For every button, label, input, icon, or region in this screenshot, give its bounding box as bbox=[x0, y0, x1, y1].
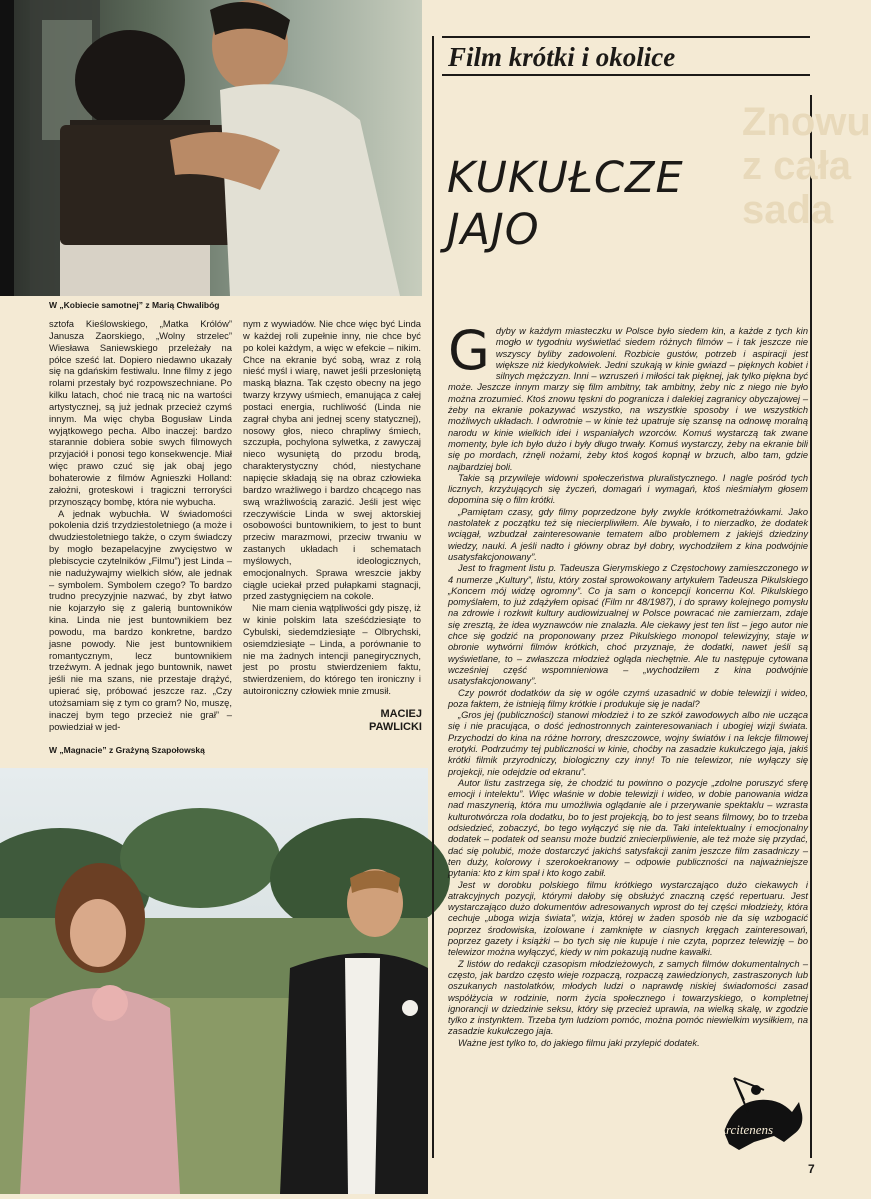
caption-top: W „Kobiecie samotnej” z Marią Chwalibóg bbox=[49, 300, 220, 310]
headline-line-1: KUKUŁCZE bbox=[447, 153, 684, 203]
author-signature bbox=[330, 708, 422, 734]
article-paragraph: Gdyby w każdym miasteczku w Polsce było siedem kin, a każde z tych kin mogło w tygodniu wyświetlać siedem różnych filmów – i tak jeszcze nie wszyscy byliby zadowoleni. Rozbicie gustów, potrzeb i aspiracji jest większe niż kiedykolwiek. Jedni szukają w kinie gwiazd – pięknych kobiet i silnych mężczyzn. Inni – wzruszeń i miłości tak pięknej, jak tylko piękna być może. Jeszcze innym marzy się film ambitny, tak ambitny, żeby nic z niego nie było można zrozumieć. Ktoś znowu tęskni do pogranicza i dalekiej zagranicy obyczajowej – żeby na ekranie pokazywać wszystko, na wszystkie sposoby i we wszystkich możliwych układach. I odwrotnie – w kinie też upatruje się szansę na odnowę moralną narodu w kinie wielkich idei i wspaniałych wzorców. Komuś wystarczą tak zwane momenty, byle ich było dużo i były długo trwały. Komuś wystarczy, żeby na ekranie bili się po mordach, rżnęli nożami, żeby ktoś kogoś kopnął w brzuch, albo tam, gdzie najbardziej boli. bbox=[448, 319, 808, 472]
photo-magnat bbox=[0, 768, 428, 1194]
frame-left-rule bbox=[432, 36, 434, 1158]
left-col1-p1: sztofa Kieślowskiego, „Matka Królów” Janusza Zaorskiego, „Wolny strzelec” Wiesława Saniewskiego przeleżały na półce sześć lat. Dopiero niedawno ukazały się na gdańskim festiwalu. Inne filmy z jego rolami przestały być rozpowszechniane. Po kilku latach, choć nie tracą nic na wartości artystycznej, są już jednak przecież czymś innym. Ma więc chyba Bogusław Linda wyjątkowego pecha. Albo inaczej: bardzo starannie dobiera sobie swych filmowych przyjaciół i ponosi tego konsekwencje. Miał więc prawo czuć się jak obaj jego bohaterowie z filmów Agnieszki Holland: założni, groteskowi i tragiczni terroryści przynoszący bombę, która nie wybucha. bbox=[49, 318, 232, 507]
left-col2-p2: Nie mam cienia wątpliwości gdy piszę, iż w kinie polskim lata sześćdziesiąte to Cybulski, siedemdziesiąte – Olbrychski, osiemdziesiąte – Linda, a porównanie to nie ma żadnych intencji panegirycznych, jest po prostu stwierdzeniem faktu, stwierdzeniem, do którego ten ironiczny i autoironiczny człowiek mnie zmusił. bbox=[243, 602, 421, 697]
article-paragraph: Jest to fragment listu p. Tadeusza Gierymskiego z Częstochowy zamieszczonego w 4 numerze „Kultury”, listu, który został sprowokowany artykułem Tadeusza Pikulskiego „Koncern mój widzę ogromny”. Co ja sam o koncepcji koncernu Kol. Pikulskiego pomyślałem, to już zdążyłem opisać (Film nr 48/1987), i do sprawy kolejnego pomysłu na zdrowie i rozkwit kultury audiowizualnej w Polsce powracać nie zamierzam, zdaje się zresztą, że idea wyznawców nie znalazła. Ale ciekawy jest ten list – jego autor nie chce się godzić na proponowany przez Pikulskiego monopol telewizyjny, staje w obronie wytwórni filmów krótkich, choć przyznaje, że dodatki, nawet jeśli są wyświetlane, to – zwłaszcza młodzież ogląda niechętnie. Ale tu następuje cytowana wcześniej część wspomnieniowa – „wychodziłem z kina podwójnie usatysfakcjonowany”. bbox=[448, 563, 808, 687]
author-last-name: PAWLICKI bbox=[369, 721, 422, 733]
article-paragraph: Takie są przywileje widowni społeczeństwa pluralistycznego. I nagle pośród tych licznych, krzyżujących się życzeń, domagań i wymagań, ktoś nieśmiałym głosem dopomina się o film krótki. bbox=[448, 472, 808, 506]
article-paragraph: Z listów do redakcji czasopism młodzieżowych, z samych filmów dokumentalnych – często, jak bardzo często wieje rozpaczą, rozpaczą zawiedzionych, zastraszonych lub oszukanych nastolatków, młodych ludzi o naprawdę niskiej świadomości zasad współżycia w rodzinie, norm życia społecznego i towarzyskiego, o kompletnej ignorancji w dziedzinie seksu, który się przecież uprawia, na wielką skalę, w zgodzie tylko z instynktem. Trzeba tym ludziom pomóc, można pomóc niewielkim wysiłkiem, na zasadzie kukułczego jaja. bbox=[448, 958, 808, 1037]
article-headline bbox=[447, 152, 684, 256]
section-title: Film krótki i okolice bbox=[448, 42, 676, 72]
article-body bbox=[448, 319, 808, 1066]
left-col1-p2: A jednak wybuchła. W świadomości pokolenia dziś trzydziestoletniego (a może i dwudziestoletniego także, o czym świadczy by mogło bezapelacyjne zwycięstwo w plebiscycie czytelników „Filmu”) jest Linda – nie nadużywajmy wielkich słów, ale jednak – symbolem. Symbolem czego? To bardzo trudno precyzyjnie nazwać, by zbyt łatwo nie kojarzyło się z galerią buntowników kina. Linda nie jest buntownikiem bez powodu, ma bardzo konkretne, bardzo jasne powody. Nie jest buntownikiem romantycznym, lecz buntownikiem trzeźwym. A jednak jego buntownik, nawet jeśli nie ma szans, nie przestaje drążyć, upierać się, próbować jeszcze raz. „Czy utożsamiam się z tym co gram? No, muszę, inaczej bym tego przecież nie grał” – powiedział w jed- bbox=[49, 507, 232, 732]
article-paragraph: „Pamiętam czasy, gdy filmy poprzedzone były zwykle krótkometrażówkami. Jako nastolatek z początku też się niecierpliwiłem. Ale bywało, i to nierzadko, że dodatek wciągał, wzbudzał zainteresowanie tematem albo problemem z jakiejś dziedziny wiedzy, nauki. A jeśli nadto i główny obraz był dobry, wychodziłem z kina podwójnie usatysfakcjonowany”. bbox=[448, 506, 808, 562]
headline-line-2: JAJO bbox=[447, 205, 540, 255]
caption-bottom: W „Magnacie” z Grażyną Szapołowską bbox=[49, 745, 205, 755]
drop-cap: G bbox=[448, 319, 490, 382]
article-paragraph: Czy powrót dodatków da się w ogóle czymś uzasadnić w dobie telewizji i wideo, poza faktem, że istnieją filmy krótkie i produkuje się je nadal? bbox=[448, 687, 808, 709]
author-first-name: MACIEJ bbox=[380, 708, 422, 720]
arcitenens-logo bbox=[704, 1072, 808, 1158]
article-paragraph: Ważne jest tylko to, do jakiego filmu jaki przylepić dodatek. bbox=[458, 1037, 700, 1048]
left-article-col1 bbox=[49, 318, 232, 752]
left-col2-p1: nym z wywiadów. Nie chce więc być Linda w każdej roli zupełnie inny, nie chce być po kolei każdym, a więc w efekcie – nikim. Chce na ekranie być sobą, wraz z rolą nieść myśl i wiarę, nawet jeśli przesłoniętą maską błazna. Tak często obecny na jego twarzy krzywy uśmiech, emanująca z całej postaci energia, ruchliwość (Linda nie zagrał chyba ani jednej sceny statycznej), nosowy głos, nieco chrapliwy śmiech, szczupła, pochylona sylwetka, z zawyczaj nieco wysuniętą do przodu brodą, charakterystyczny chód, niestychane napięcie składają się na obraz człowieka bardzo wrażliwego i bardzo chcącego nas swą wrażliwością zarazić. Jeśli jest więc rzeczywiście Linda w swej aktorskiej osobowości buntownikiem, to jest to bunt przeciw marazmowi, przeciw trwaniu w zastanych układach i schematach myślowych, ideologicznych, emocjonalnych. Sprawa wreszcie jakby ciągle uciekał przed pułapkami stagnacji, przed zastygnięciem na cokole. bbox=[243, 318, 421, 602]
page-number: 7 bbox=[808, 1162, 815, 1176]
header-rule-bottom bbox=[442, 74, 810, 76]
logo-text: Arcitenens bbox=[718, 1122, 774, 1137]
article-paragraph: Autor listu zastrzega się, że chodzić tu powinno o pozycje „zdolne poruszyć sferę emocji i intelektu”. Więc właśnie w dobie telewizji i wideo, w dobie panowania widza nad maszynerią, która mu umożliwia oglądanie ale i przerywanie spektaklu – wzrasta kulturotwórcza rola dodatku, bo to jest projekcją, bo to jest seans filmowy, bo to trzeba odsiedzieć, zobaczyć, bo tego wyłączyć się nie da. Taki intelektualny i emocjonalny dodatek – podatek od seansu może budzić zniecierpliwienie, ale też może się przydać, dać się polubić, może dostarczyć jakichś satysfakcji zanim jeszcze film zasadniczy – ten duży, kolorowy i szerokoekranowy – odpowie publiczności na najważniejsze pytania: kto z kim spał i kto kogo zabił. bbox=[448, 777, 808, 879]
header-rule-top bbox=[442, 36, 810, 38]
article-paragraph: „Gros jej (publiczności) stanowi młodzież i to ze szkół zawodowych albo nie ucząca się i nie pracująca, o dość jednostronnych zainteresowaniach i ubogiej wizji świata. Przychodzi do kina na różne horrory, dreszczowce, wojny światów i na lekcje filmowej erotyki. Podrzućmy tej publiczności w kinie, choćby na zasadzie kukułczego jaja, jakiś krótki filmik przyrodniczy, biologiczny czy inny! To nie telewizor, nie wyłączy się projekcji, nie odejdzie od ekranu”. bbox=[448, 710, 808, 777]
photo-kobieta-samotna bbox=[0, 0, 422, 296]
background-headline: Znowu z cała sada bbox=[742, 100, 871, 232]
left-article-col2 bbox=[243, 318, 421, 698]
article-paragraph: Jest w dorobku polskiego filmu krótkiego wystarczająco dużo ciekawych i atrakcyjnych pozycji, którymi dałoby się obsłużyć znaczną część repertuaru. Jest wystarczająco dużo dokumentów adresowanych wprost do tej części młodzieży, która cechuje „uboga wizja świata”, wizja, której w żaden sposób nie da się wzbogacić poprzez środowiska, izolowane i zamknięte w ciasnych kręgach zainteresowań, poprzez gazety i książki – bo tych się nie kupuje i nie czyta, poprzez telewizję – bo telewizor można wyłączyć, kiedy w nim pokazują nudne kawałki. bbox=[448, 879, 808, 958]
